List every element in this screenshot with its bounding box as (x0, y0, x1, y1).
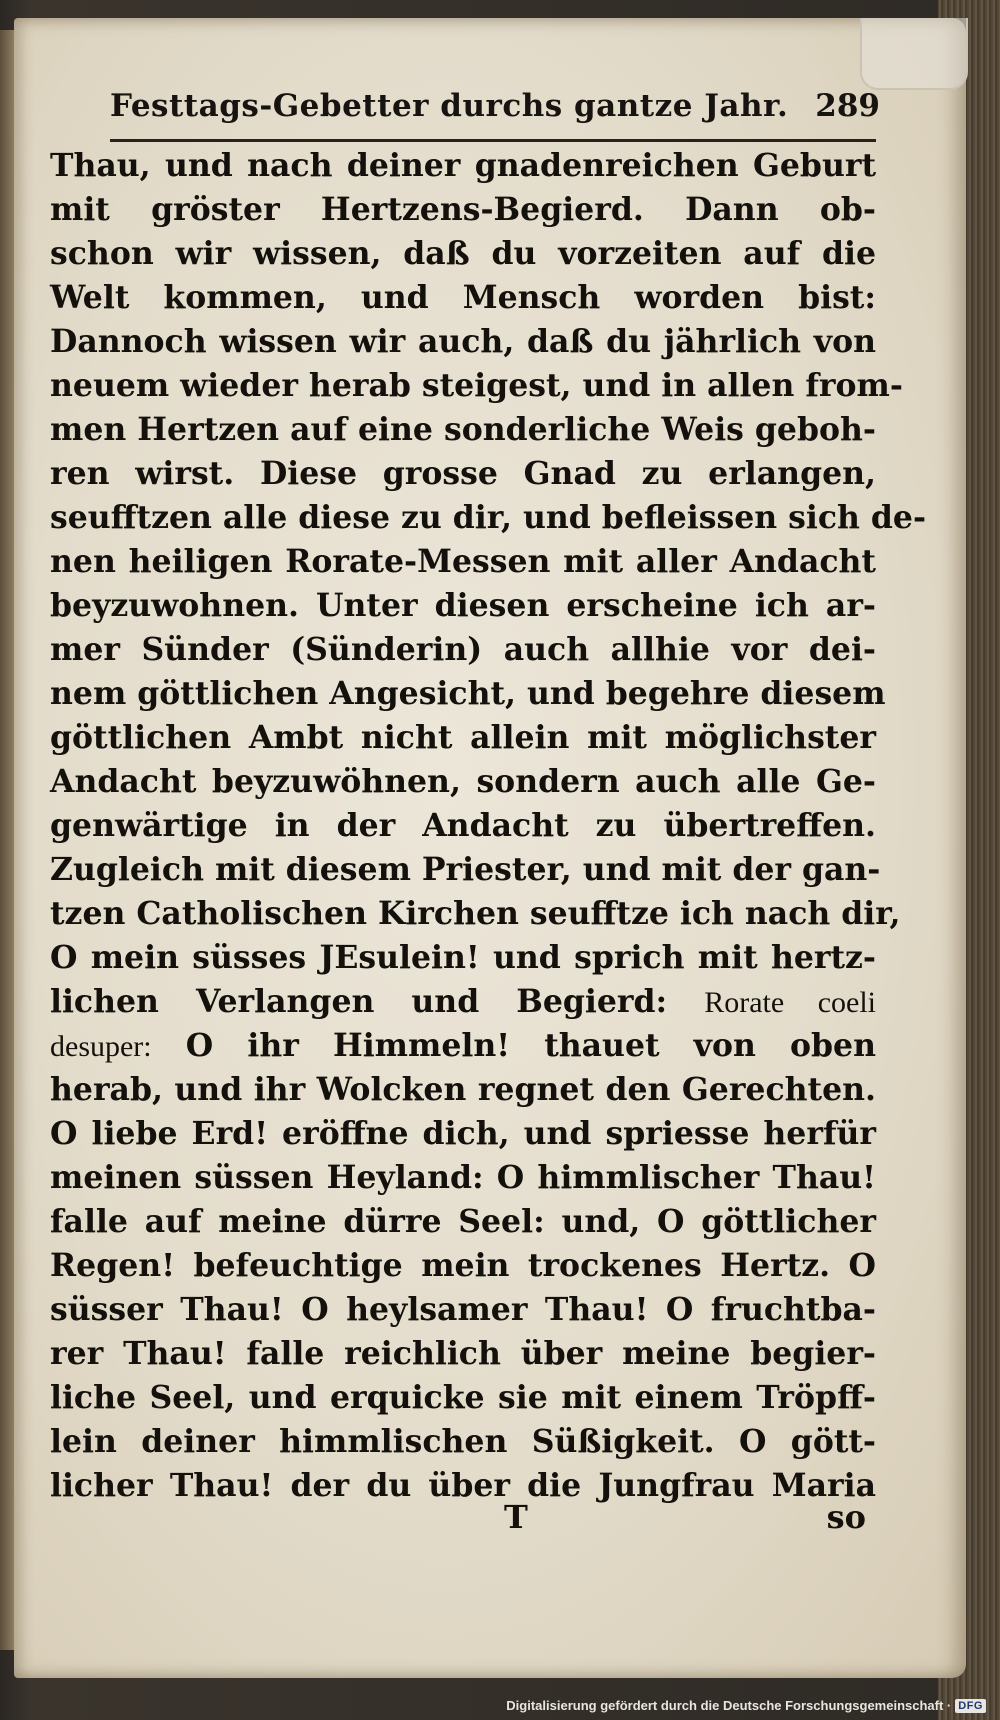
running-title: Festtags-Gebetter durchs gantze Jahr. (110, 88, 789, 124)
dfg-logo: DFG (955, 1699, 986, 1713)
book-page (14, 18, 966, 1678)
text-line: liche Seel, und erquicke sie mit einem Tröpff- (50, 1379, 876, 1416)
text-fragment: lichen Verlangen und Begierd: (50, 983, 668, 1020)
text-line: neuem wieder herab steigest, und in allen from- (50, 367, 903, 404)
text-line: mer Sünder (Sünderin) auch allhie vor dei- (50, 631, 876, 668)
credit-text: Digitalisierung gefördert durch die Deutsche Forschungsgemeinschaft · (506, 1698, 952, 1713)
paper-clip-marker (860, 18, 968, 90)
text-line: meinen süssen Heyland: O himmlischer Thau! (50, 1159, 876, 1196)
text-line: göttlichen Ambt nicht allein mit möglichster (50, 719, 876, 756)
text-line: nen heiligen Rorate-Messen mit aller Andacht (50, 543, 876, 580)
latin-fragment: Rorate coeli (704, 986, 876, 1019)
text-line-mixed (50, 1024, 876, 1068)
text-line: mit gröster Hertzens-Begierd. Dann ob- (50, 191, 876, 228)
text-line: tzen Catholischen Kirchen seufftze ich nach dir, (50, 895, 901, 932)
catchword: so (826, 1498, 866, 1536)
signature-mark: T (504, 1498, 528, 1536)
text-line: herab, und ihr Wolcken regnet den Gerechten. (50, 1071, 876, 1108)
text-line: Thau, und nach deiner gnadenreichen Geburt (50, 147, 876, 184)
text-line-mixed (50, 980, 876, 1024)
text-line: Andacht beyzuwöhnen, sondern auch alle Ge- (50, 763, 876, 800)
body-text (50, 144, 927, 1508)
text-line: Regen! befeuchtige mein trockenes Hertz. O (50, 1247, 876, 1284)
text-line: Dannoch wissen wir auch, daß du jährlich von (50, 323, 876, 360)
text-line: beyzuwohnen. Unter diesen erscheine ich ar- (50, 587, 876, 624)
text-line: O liebe Erd! eröffne dich, und spriesse herfür (50, 1115, 876, 1152)
text-line: falle auf meine dürre Seel: und, O göttlicher (50, 1203, 876, 1240)
text-line: Welt kommen, und Mensch worden bist: (50, 279, 876, 316)
page-footer-marks (50, 1498, 876, 1548)
text-line: genwärtige in der Andacht zu übertreffen. (50, 807, 876, 844)
latin-fragment: desuper: (50, 1030, 152, 1063)
text-line: O mein süsses JEsulein! und sprich mit hertz- (50, 939, 876, 976)
text-line: rer Thau! falle reichlich über meine begier- (50, 1335, 876, 1372)
text-line: lein deiner himmlischen Süßigkeit. O gött- (50, 1423, 876, 1460)
text-fragment: O ihr Himmeln! thauet von oben (185, 1027, 877, 1064)
text-line: schon wir wissen, daß du vorzeiten auf die (50, 235, 876, 272)
text-line: nem göttlichen Angesicht, und begehre diesem (50, 675, 886, 712)
header-rule (110, 139, 876, 142)
text-line: süsser Thau! O heylsamer Thau! O fruchtba- (50, 1291, 876, 1328)
text-line: Zugleich mit diesem Priester, und mit der gan- (50, 851, 881, 888)
digitization-credit (506, 1698, 986, 1713)
text-line: ren wirst. Diese grosse Gnad zu erlangen, (50, 455, 876, 492)
text-line: seufftzen alle diese zu dir, und befleissen sich de- (50, 499, 927, 536)
page-number: 289 (815, 88, 880, 124)
running-header (110, 88, 880, 138)
text-line: licher Thau! der du über die Jungfrau Maria (50, 1467, 876, 1504)
text-line: men Hertzen auf eine sonderliche Weis geboh- (50, 411, 876, 448)
